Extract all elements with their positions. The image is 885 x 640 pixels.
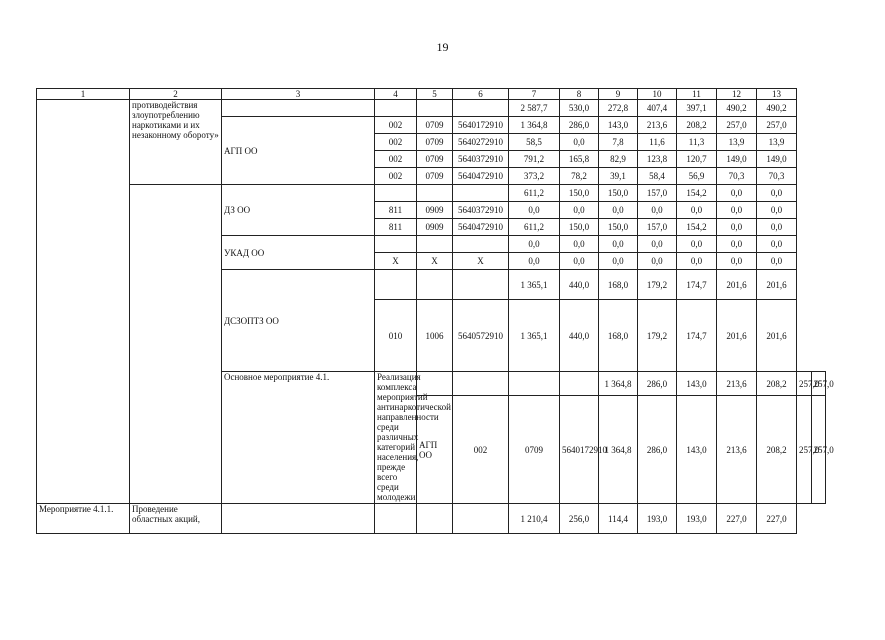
table-cell: 010 <box>375 300 417 372</box>
table-cell: 0,0 <box>717 219 757 236</box>
header-row <box>37 89 826 100</box>
table-cell: 256,0 <box>560 504 599 534</box>
table-cell: 0909 <box>417 219 453 236</box>
block-c-title: Мероприятие 4.1.1. <box>37 504 130 534</box>
table-cell: 5640172910 <box>453 117 509 134</box>
table-cell: 0,0 <box>599 202 638 219</box>
table-cell: 157,0 <box>638 219 677 236</box>
table-cell <box>417 236 453 253</box>
table-cell: 168,0 <box>599 270 638 300</box>
table-cell: 0,0 <box>509 253 560 270</box>
table-cell <box>375 185 417 202</box>
table-cell <box>417 504 453 534</box>
header-cell: 12 <box>717 89 757 100</box>
table-cell: 002 <box>375 151 417 168</box>
table-row <box>37 504 826 534</box>
table-cell: 0709 <box>417 151 453 168</box>
table-cell: 0,0 <box>757 185 797 202</box>
block-a-col1 <box>37 100 130 504</box>
block-a-col2-empty <box>130 185 222 504</box>
table-cell: 0,0 <box>638 236 677 253</box>
table-cell: 0,0 <box>560 236 599 253</box>
table-cell <box>222 504 375 534</box>
table-cell: 0709 <box>417 168 453 185</box>
table-cell: 154,2 <box>677 219 717 236</box>
table-cell: 193,0 <box>638 504 677 534</box>
table-cell: 120,7 <box>677 151 717 168</box>
table-cell: 227,0 <box>717 504 757 534</box>
table-cell <box>375 270 417 300</box>
header-cell: 4 <box>375 89 417 100</box>
header-cell: 2 <box>130 89 222 100</box>
table-cell: 150,0 <box>560 219 599 236</box>
table-cell <box>453 236 509 253</box>
header-cell: 1 <box>37 89 130 100</box>
table-cell <box>417 100 453 117</box>
table-cell: 0,0 <box>599 236 638 253</box>
table-cell: 0,0 <box>599 253 638 270</box>
table-cell: X <box>453 253 509 270</box>
table-cell: 0,0 <box>757 236 797 253</box>
block-b-description: Реализация комплекса мероприятий антинаркотической направленности среди различных категорий населения, прежде всего среди молодежи <box>375 372 417 504</box>
table-cell: 165,8 <box>560 151 599 168</box>
table-cell: 490,2 <box>757 100 797 117</box>
table-cell: 611,2 <box>509 219 560 236</box>
table-cell: 0,0 <box>717 185 757 202</box>
header-cell: 7 <box>509 89 560 100</box>
agency-name: ДЗ ОО <box>222 185 375 236</box>
table-cell: 201,6 <box>717 270 757 300</box>
table-cell: 1006 <box>417 300 453 372</box>
table-cell: 1 364,8 <box>599 396 638 504</box>
table-cell: 0,0 <box>638 202 677 219</box>
table-cell: 5640472910 <box>453 168 509 185</box>
table-cell: 174,7 <box>677 270 717 300</box>
table-cell: 440,0 <box>560 270 599 300</box>
table-cell: 13,9 <box>717 134 757 151</box>
table-cell: 0,0 <box>638 253 677 270</box>
table-cell: 150,0 <box>560 185 599 202</box>
table-cell: 201,6 <box>757 300 797 372</box>
agency-name: ДСЗОПТЗ ОО <box>222 270 375 372</box>
table-cell: 179,2 <box>638 270 677 300</box>
table-cell: 82,9 <box>599 151 638 168</box>
table-cell: 193,0 <box>677 504 717 534</box>
table-cell: 143,0 <box>677 396 717 504</box>
table-cell: 1 364,8 <box>509 117 560 134</box>
table-cell: 7,8 <box>599 134 638 151</box>
table-cell: 5640372910 <box>453 202 509 219</box>
table-cell: 123,8 <box>638 151 677 168</box>
table-cell <box>453 372 509 396</box>
header-cell: 9 <box>599 89 638 100</box>
table-cell <box>375 504 417 534</box>
table-cell: 213,6 <box>717 372 757 396</box>
block-a-description: противодействия злоупотреблению наркотиками и их незаконному обороту» <box>130 100 222 185</box>
table-cell <box>560 372 599 396</box>
table-cell: 0,0 <box>677 253 717 270</box>
table-cell: 0,0 <box>717 253 757 270</box>
table-cell: 213,6 <box>717 396 757 504</box>
table-cell: 39,1 <box>599 168 638 185</box>
table-cell: 5640272910 <box>453 134 509 151</box>
table-cell: 002 <box>375 168 417 185</box>
table-cell: 208,2 <box>757 372 797 396</box>
header-cell: 6 <box>453 89 509 100</box>
table-cell: 56,9 <box>677 168 717 185</box>
table-cell: 0,0 <box>757 253 797 270</box>
table-cell: 286,0 <box>638 372 677 396</box>
table-cell: 257,0 <box>811 372 826 396</box>
table-cell: 143,0 <box>599 117 638 134</box>
table-cell: 201,6 <box>757 270 797 300</box>
table-cell: 168,0 <box>599 300 638 372</box>
table-cell: 791,2 <box>509 151 560 168</box>
table-cell: 257,0 <box>811 396 826 504</box>
agency-name: АГП ОО <box>417 396 453 504</box>
table-cell: 154,2 <box>677 185 717 202</box>
table-cell: 213,6 <box>638 117 677 134</box>
table-cell: 174,7 <box>677 300 717 372</box>
table-row <box>37 185 826 202</box>
table-cell: 149,0 <box>757 151 797 168</box>
table-cell: 811 <box>375 202 417 219</box>
table-cell: 0,0 <box>677 202 717 219</box>
header-cell: 13 <box>757 89 797 100</box>
table-cell: 0,0 <box>560 134 599 151</box>
table-cell <box>453 270 509 300</box>
table-cell: 0,0 <box>509 236 560 253</box>
table-cell: 0,0 <box>717 236 757 253</box>
table-cell: 002 <box>453 396 509 504</box>
table-cell: 0709 <box>509 396 560 504</box>
table-cell: 0,0 <box>757 219 797 236</box>
table-cell: 257,0 <box>797 372 812 396</box>
table-cell: 440,0 <box>560 300 599 372</box>
table-cell: 1 210,4 <box>509 504 560 534</box>
table-cell: 143,0 <box>677 372 717 396</box>
table-cell: 286,0 <box>638 396 677 504</box>
table-cell: 530,0 <box>560 100 599 117</box>
agency-name: УКАД ОО <box>222 236 375 270</box>
table-cell: 2 587,7 <box>509 100 560 117</box>
agency-name: АГП ОО <box>222 117 375 185</box>
table-cell <box>453 100 509 117</box>
table-cell: 5640572910 <box>453 300 509 372</box>
table-cell: 150,0 <box>599 219 638 236</box>
table-cell: 70,3 <box>757 168 797 185</box>
table-cell: 002 <box>375 117 417 134</box>
table-cell <box>375 100 417 117</box>
page-number: 19 <box>436 40 449 54</box>
table-cell <box>375 236 417 253</box>
table-cell: 397,1 <box>677 100 717 117</box>
budget-table <box>36 88 834 534</box>
table-cell <box>509 372 560 396</box>
table-cell: 179,2 <box>638 300 677 372</box>
table-cell: 811 <box>375 219 417 236</box>
table-cell: 257,0 <box>797 396 812 504</box>
table-cell: X <box>417 253 453 270</box>
table-cell: 0709 <box>417 117 453 134</box>
table-cell: 1 364,8 <box>599 372 638 396</box>
table-row <box>37 100 826 117</box>
header-cell: 3 <box>222 89 375 100</box>
table-cell: 0,0 <box>560 202 599 219</box>
header-cell: 11 <box>677 89 717 100</box>
table-cell: 13,9 <box>757 134 797 151</box>
table-cell: 0,0 <box>560 253 599 270</box>
table-cell: 611,2 <box>509 185 560 202</box>
table-cell: 157,0 <box>638 185 677 202</box>
table-cell: 5640472910 <box>453 219 509 236</box>
table-cell: 257,0 <box>717 117 757 134</box>
table-cell: 0,0 <box>677 236 717 253</box>
table-cell: 490,2 <box>717 100 757 117</box>
table-cell: 58,5 <box>509 134 560 151</box>
header-cell: 8 <box>560 89 599 100</box>
table-cell: 78,2 <box>560 168 599 185</box>
table-cell <box>222 100 375 117</box>
table-cell: 11,6 <box>638 134 677 151</box>
table-cell <box>453 185 509 202</box>
table-cell: 373,2 <box>509 168 560 185</box>
table-cell: 286,0 <box>560 117 599 134</box>
table-cell: 5640372910 <box>453 151 509 168</box>
table-cell: 5640172910 <box>560 396 599 504</box>
table-cell: 272,8 <box>599 100 638 117</box>
table-cell: 0909 <box>417 202 453 219</box>
table-cell: X <box>375 253 417 270</box>
table-cell: 114,4 <box>599 504 638 534</box>
table-cell: 201,6 <box>717 300 757 372</box>
table-cell: 208,2 <box>757 396 797 504</box>
table-cell: 257,0 <box>757 117 797 134</box>
table-cell: 208,2 <box>677 117 717 134</box>
table-cell: 0,0 <box>509 202 560 219</box>
block-c-description: Проведение областных акций, <box>130 504 222 534</box>
table-cell: 0,0 <box>757 202 797 219</box>
header-cell: 5 <box>417 89 453 100</box>
table-cell <box>417 270 453 300</box>
table-cell <box>453 504 509 534</box>
table-cell: 58,4 <box>638 168 677 185</box>
table-cell: 227,0 <box>757 504 797 534</box>
table-cell: 70,3 <box>717 168 757 185</box>
block-b-title: Основное мероприятие 4.1. <box>222 372 375 504</box>
table-cell: 0,0 <box>717 202 757 219</box>
table-cell: 11,3 <box>677 134 717 151</box>
table-cell: 149,0 <box>717 151 757 168</box>
table-cell: 407,4 <box>638 100 677 117</box>
table-cell: 0709 <box>417 134 453 151</box>
table-cell: 002 <box>375 134 417 151</box>
table-cell: 1 365,1 <box>509 300 560 372</box>
table-cell: 1 365,1 <box>509 270 560 300</box>
table-cell <box>417 185 453 202</box>
table-cell: 150,0 <box>599 185 638 202</box>
header-cell: 10 <box>638 89 677 100</box>
